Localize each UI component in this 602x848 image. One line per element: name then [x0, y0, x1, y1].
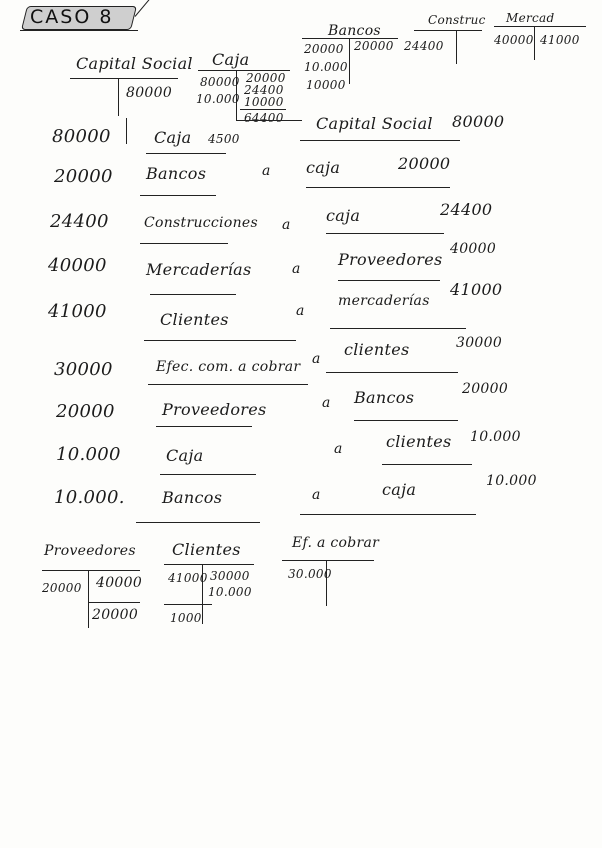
- entry-3-debit: Construcciones: [144, 215, 258, 231]
- entry-4-rule-right: [338, 280, 440, 281]
- entry-1-amount: 80000: [52, 126, 111, 147]
- entry-7-credit: Bancos: [354, 388, 415, 407]
- entry-9-a: a: [312, 487, 321, 503]
- proveedores-debit: 20000: [42, 581, 82, 595]
- entry-8-rule-left: [160, 474, 256, 475]
- entry-2-rule-left: [140, 195, 216, 196]
- ef-cobrar-debit: 30.000: [288, 567, 332, 581]
- entry-1-caja-underline: [236, 120, 302, 121]
- entry-4-credit-amount: 40000: [450, 241, 497, 257]
- entry-1-debit: Caja: [154, 128, 192, 147]
- entry-7-credit-amount: 20000: [462, 381, 509, 397]
- entry-2-amount: 20000: [54, 166, 113, 187]
- entry-6-credit-amount: 30000: [456, 335, 503, 351]
- entry-9-credit: caja: [382, 480, 417, 499]
- capital-credit: 80000: [126, 85, 173, 101]
- t-account-divider: [349, 38, 350, 84]
- entry-1-extra: 4500: [208, 132, 240, 146]
- proveedores-balance: 20000: [92, 607, 139, 623]
- entry-3-rule-right: [326, 233, 444, 234]
- proveedores-credit: 40000: [96, 575, 143, 591]
- t-account-divider: [534, 26, 535, 60]
- entry-8-a: a: [334, 441, 343, 457]
- entry-3-rule-left: [140, 243, 228, 244]
- entry-2-rule-right: [306, 187, 450, 188]
- entry-1-rule-right: [300, 140, 460, 141]
- entry-1-credit-amount: 80000: [452, 112, 505, 131]
- entry-5-credit-amount: 41000: [450, 280, 503, 299]
- t-account-line: [42, 570, 140, 571]
- entry-3-credit: caja: [326, 206, 361, 225]
- entry-2-debit: Bancos: [146, 164, 207, 183]
- clientes-credit-2: 10.000: [208, 585, 252, 599]
- t-account-line: [414, 30, 482, 31]
- entry-6-credit: clientes: [344, 340, 410, 359]
- entry-5-rule-right: [330, 328, 466, 329]
- account-proveedores-name: Proveedores: [44, 543, 136, 559]
- title-underline: [20, 30, 138, 31]
- entry-9-credit-amount: 10.000: [486, 473, 537, 489]
- entry-7-amount: 20000: [56, 401, 115, 422]
- entry-8-amount: 10.000: [56, 444, 121, 465]
- entry-8-debit: Caja: [166, 446, 204, 465]
- t-account-divider: [456, 30, 457, 64]
- account-construc-name: Construc: [428, 13, 486, 27]
- entry-7-rule-left: [156, 426, 252, 427]
- bancos-debit-3: 10000: [306, 78, 346, 92]
- entry-5-debit: Clientes: [160, 310, 229, 329]
- entry-3-credit-amount: 24400: [440, 200, 493, 219]
- caja-credit-3: 10000: [244, 95, 284, 109]
- account-clientes-name: Clientes: [172, 540, 241, 559]
- entry-4-amount: 40000: [48, 255, 107, 276]
- entry-4-rule-left: [150, 294, 236, 295]
- entry-8-rule-right: [382, 464, 472, 465]
- account-mercad-name: Mercad: [506, 11, 555, 25]
- entry-7-debit: Proveedores: [162, 400, 267, 419]
- entry-8-credit: clientes: [386, 432, 452, 451]
- caja-credit-2: 24400: [244, 83, 284, 97]
- clientes-debit: 41000: [168, 571, 208, 585]
- entry-6-amount: 30000: [54, 359, 113, 380]
- entry-9-amount: 10.000.: [54, 487, 125, 508]
- entry-1-mark: [126, 118, 127, 144]
- entry-3-amount: 24400: [50, 211, 109, 232]
- entry-5-a: a: [296, 303, 305, 319]
- entry-5-rule-left: [144, 340, 296, 341]
- entry-5-credit: mercaderías: [338, 293, 430, 309]
- t-account-line: [164, 564, 254, 565]
- entry-9-debit: Bancos: [162, 488, 223, 507]
- entry-9-rule-right: [300, 514, 476, 515]
- entry-3-a: a: [282, 217, 291, 233]
- entry-6-rule-left: [148, 384, 308, 385]
- t-account-divider: [88, 570, 89, 628]
- clientes-credit-1: 30000: [210, 569, 250, 583]
- entry-5-amount: 41000: [48, 301, 107, 322]
- caja-debit-2: 10.000: [196, 92, 240, 106]
- account-capital-social-name: Capital Social: [76, 54, 193, 73]
- proveedores-sum-line: [88, 602, 140, 603]
- entry-2-credit-amount: 20000: [398, 154, 451, 173]
- entry-4-debit: Mercaderías: [146, 260, 252, 279]
- t-account-line: [70, 78, 178, 79]
- entry-4-credit: Proveedores: [338, 250, 443, 269]
- account-caja-name: Caja: [212, 50, 250, 69]
- caja-credit-1: 20000: [246, 71, 286, 85]
- entry-9-rule-left: [136, 522, 260, 523]
- entry-6-debit: Efec. com. a cobrar: [156, 359, 301, 375]
- entry-1-rule-left: [146, 153, 226, 154]
- construc-debit: 24400: [404, 39, 444, 53]
- t-account-divider: [118, 78, 119, 116]
- page-title: CASO 8: [30, 6, 114, 28]
- account-ef-cobrar-name: Ef. a cobrar: [292, 535, 380, 551]
- account-bancos-name: Bancos: [328, 23, 381, 39]
- caja-debit-1: 80000: [200, 75, 240, 89]
- bancos-credit: 20000: [354, 39, 394, 53]
- clientes-balance: 1000: [170, 611, 202, 625]
- entry-6-rule-right: [326, 372, 458, 373]
- title-stroke: [135, 0, 150, 17]
- bancos-debit-2: 10.000: [304, 60, 348, 74]
- mercad-debit: 40000: [494, 33, 534, 47]
- caja-sum-line: [240, 109, 286, 110]
- entry-7-rule-right: [354, 420, 458, 421]
- caja-credit-total: 64400: [244, 111, 284, 125]
- clientes-sum-line: [164, 604, 212, 605]
- entry-8-credit-amount: 10.000: [470, 429, 521, 445]
- entry-1-credit: Capital Social: [316, 114, 433, 133]
- t-account-line: [282, 560, 374, 561]
- mercad-credit: 41000: [540, 33, 580, 47]
- entry-2-a: a: [262, 163, 271, 179]
- entry-6-a: a: [312, 351, 321, 367]
- entry-2-credit: caja: [306, 158, 341, 177]
- t-account-line: [494, 26, 586, 27]
- entry-7-a: a: [322, 395, 331, 411]
- entry-4-a: a: [292, 261, 301, 277]
- bancos-debit-1: 20000: [304, 42, 344, 56]
